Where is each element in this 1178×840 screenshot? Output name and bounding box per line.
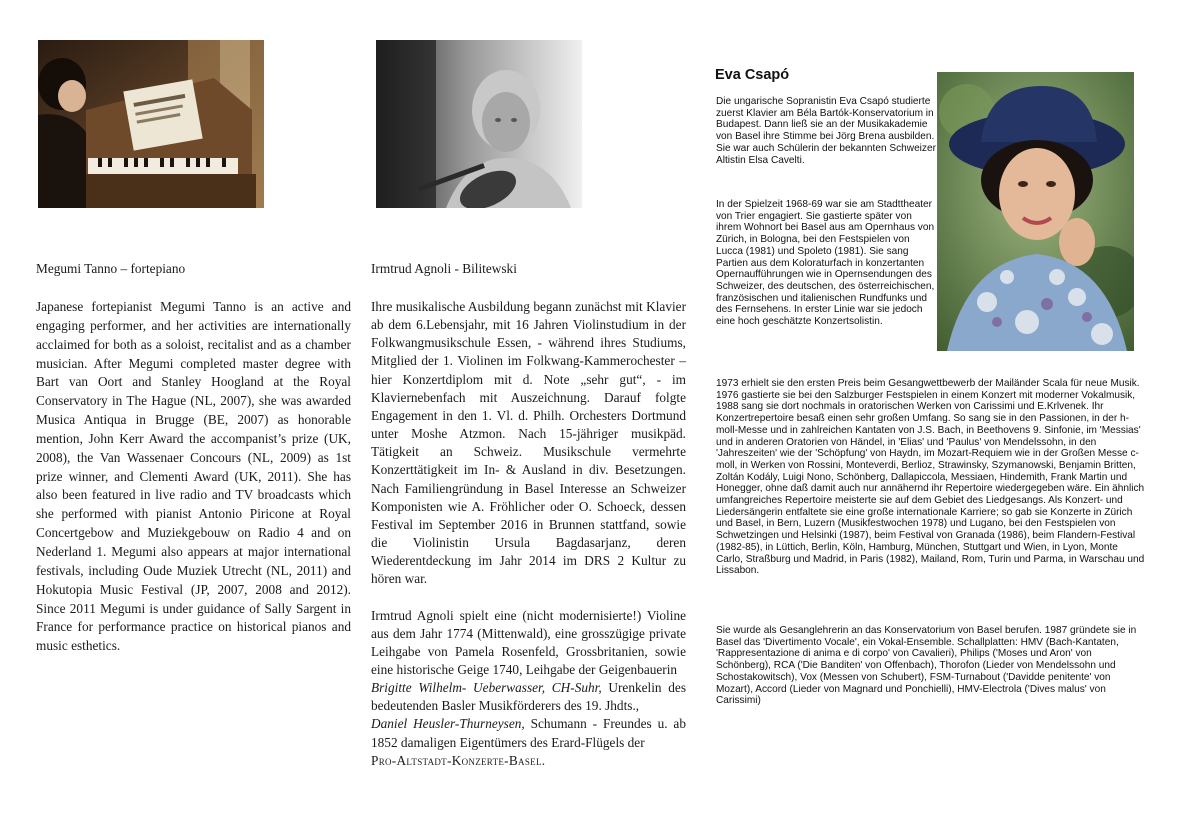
- photo-irmtrud-agnoli: [376, 40, 582, 208]
- photo-megumi-tanno-image: [38, 40, 264, 208]
- ancestor-name: Daniel Heusler-Thurneysen,: [371, 716, 525, 732]
- eva-csapo-paragraph-4: Sie wurde als Gesanglehrerin an das Konservatorium von Basel berufen. 1987 gründete sie in Basel das 'Divertimento Vocale', ein Vokal-Ensemble. Schallplatten: HMV (Bach-Kantaten, 'Rappresentazione di anima e di corpo' von Cavalieri), Philips ('Moses und Aron' von Schönberg), RCA ('Die Banditen' von Offenbach), Thorofon (Lieder von Mendelssohn und Schostakowitsch), Vox (Messen von Schubert), FSM-Turnabout ('Davidde penitente' von Mozart), Accord (Lieder von Magnard und Ponchielli), HMV-Electrola ('Dives malus' von Carissimi): [716, 625, 1137, 707]
- lender-name: Brigitte Wilhelm- Ueberwasser, CH-Suhr,: [371, 680, 602, 696]
- photo-eva-csapo-image: [937, 72, 1134, 351]
- column-megumi-tanno: [36, 260, 351, 656]
- ancestor-description: Schumann - Freundes u. ab 1852 damaligen Eigentümers des Erard-Flügels der: [371, 716, 686, 750]
- bio-irmtrud-agnoli-part1: Ihre musikalische Ausbildung begann zunächst mit Klavier ab dem 6.Lebensjahr, mit 16 Jahren Violinstudium in der Folkwangmusikschule Essen, - während ihres Studiums, Mitglied der 1. Violinen im Folkwang-Kammerochester – hier Konzertdiplom mit d. Note „sehr gut“, - im Klaviernebenfach mit Auszeichnung. Darauf folgte Engagement in den 1. Vl. d. Philh. Orchesters Dortmund unter Moshe Atzmon. Nach 15-jähriger musikpäd. Tätigkeit an Schweiz. Musikschule vermehrte Konzerttätigkeit im In- & Ausland in div. Besetzungen. Nach Familiengründung in Basel Interesse an Schweizer Komponisten wie A. Fröhlicher oder O. Schoeck, dessen Festival im September 2016 in Brunnen stattfand, sowie die Violinistin Ursula Bagdasarjanz, deren Wiederentdeckung im Jahr 2014 im DRS 2 Kultur zu hören war.: [371, 299, 686, 587]
- lender-description: Urenkelin des bedeutenden Basler Musikförderers des 19. Jhdts.,: [371, 680, 686, 714]
- eva-csapo-paragraph-3: 1973 erhielt sie den ersten Preis beim Gesangwettbewerb der Mailänder Scala für neue Musik. 1976 gastierte sie bei den Salzburger Festspielen in einem Konzert mit moderner Vokalmusik, 1988 sang sie dort nochmals in oratorischen Werken von Carissimi und E.Krlvenek. Ihr Konzertrepertoire besaß einen sehr großen Umfang. So sang sie in den Passionen, in der h-moll-Messe und in zahlreichen Kantaten von J.S. Bach, in Beethovens 9. Sinfonie, im 'Messias' und in anderen Oratorien von Händel, in 'Elias' und 'Paulus' von Mendelssohn, in den 'Jahreszeiten' wie der 'Schöpfung' von Haydn, im Mozart-Requiem wie in der Großen Messe c-moll, in Werken von Rossini, Monteverdi, Berlioz, Strawinsky, Szymanowski, Benjamin Britten, Zoltán Kodály, Luigi Nono, Schönberg, Dallapiccola, Messiaen, Hindemith, Frank Martin und Honegger, ohne daß damit auch nur annähernd ihr Repertoire wiedergegeben wäre. Ein ähnlich umfangreiches Repertoire meisterte sie auf dem Gebiet des Liedgesangs. Als Konzert- und Liedersängerin entfaltete sie eine große internationale Karriere; so gab sie Konzerte in Zürich und Basel, in Bern, Luzern (Musikfestwochen 1978) und Lugano, bei den Festspielen von Schwetzingen und Helsinki (1987), beim Festival von Granada (1986), beim Flandern-Festival (1982-85), in Lüttich, Berlin, Köln, Hamburg, München, Stuttgart und Wien, in Lyon, Monte Carlo, Straßburg und Madrid, in Paris (1982), Mailand, Rom, Turin und Parma, in Warschau und Lissabon.: [716, 378, 1145, 577]
- bio-megumi-tanno: Japanese fortepianist Megumi Tanno is an active and engaging performer, and her activities are internationally acclaimed for both as a soloist, recitalist and as a chamber musician. After Megumi completed master degree with Bart van Oort and Stanley Hoogland at the Royal Conservatory in The Hague (NL, 2007), she was awarded Musica Antiqua in Brugge (BE, 2007) as honorable mention, John Kerr Award the accompanist’s prize (UK, 2008), the Van Wassenaer Concours (NL, 2009) as 1st prize winner, and Clementi Award (UK, 2011). She has also been featured in live radio and TV broadcasts which she performed with pianist Antonio Piricone at Royal Concertgebow and Muziekgebouw on Radio 4 and on Nederland 1. Megumi also appears at major international festivals, including Oude Muziek Utrecht (NL, 2011) and Hokutopia Music Festival (JP, 2007, 2008 and 2012). Since 2011 Megumi is under guidance of Sally Sargent in France for performance practice on historical pianos and music esthetics.: [36, 299, 351, 654]
- caption-megumi-tanno: Megumi Tanno – fortepiano: [36, 261, 186, 276]
- photo-irmtrud-agnoli-image: [376, 40, 582, 208]
- photo-eva-csapo: [937, 72, 1134, 351]
- photo-megumi-tanno: [38, 40, 264, 208]
- paragraph-gap: [371, 589, 686, 607]
- caption-irmtrud-agnoli: Irmtrud Agnoli - Bilitewski: [371, 261, 517, 276]
- eva-csapo-paragraph-2: In der Spielzeit 1968-69 war sie am Stadttheater von Trier engagiert. Sie gastierte später von ihrem Wohnort bei Basel aus am Opernhaus von Zürich, in Bologna, bei den Festspielen von Lucca (1981) und Spoleto (1981). Sie sang Partien aus dem Koloraturfach in konzertanten Opernaufführungen wie in Opernsendungen des Schweizer, des deutschen, des österreichischen, französischen und italienischen Rundfunks und des Fernsehens. In erster Linie war sie jedoch eine hoch geschätzte Konzertsolistin.: [716, 199, 935, 328]
- concert-series-name: Pro-Altstadt-Konzerte-Basel.: [371, 752, 546, 768]
- violin-description: Irmtrud Agnoli spielt eine (nicht modernisierte!) Violine aus dem Jahr 1774 (Mittenwald), eine grosszügige private Leihgabe von Pamela Rosenfeld, Grossbritanien, sowie eine historische Geige 1740, Leihgabe der Geigenbauerin: [371, 607, 686, 677]
- eva-csapo-paragraph-1: Die ungarische Sopranistin Eva Csapó studierte zuerst Klavier am Béla Bartók-Konservatorium in Budapest. Dann ließ sie an der Musikakademie von Basel ihre Stimme bei Jörg Brena ausbilden. Sie war auch Schülerin der bekannten Schweizer Altistin Elsa Cavelti.: [716, 96, 936, 166]
- bio-irmtrud-agnoli-part2: [371, 607, 686, 770]
- column-irmtrud-agnoli: [371, 260, 686, 770]
- eva-csapo-title: Eva Csapó: [715, 67, 790, 83]
